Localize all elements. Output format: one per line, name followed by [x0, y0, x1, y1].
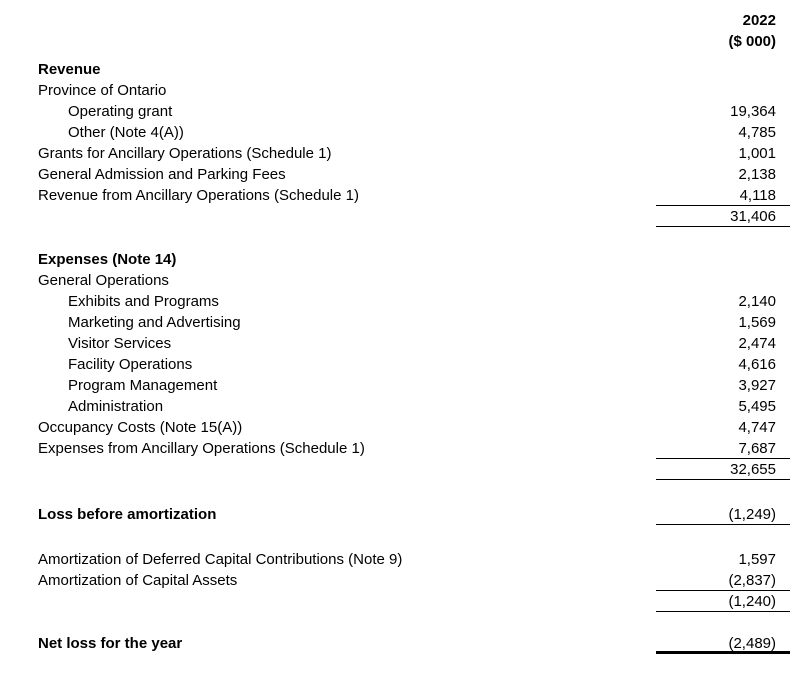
- row-value: 2022: [742, 12, 776, 29]
- row-value: ($ 000): [728, 33, 776, 50]
- row-value: 2,138: [738, 166, 776, 183]
- section-spacer: [38, 52, 790, 59]
- row-label: Visitor Services: [68, 335, 172, 352]
- row-administration: [38, 396, 790, 417]
- row-value: [656, 249, 790, 270]
- row-value: 4,118: [656, 185, 790, 206]
- row-marketing-and-advertising: [38, 312, 790, 333]
- row-revenue-heading: [38, 59, 790, 80]
- row-total-revenue: [38, 206, 790, 227]
- row-value: 2,140: [738, 293, 776, 310]
- row-general-operations: [38, 270, 790, 291]
- row-loss-before-amortization: [38, 504, 790, 525]
- row-expenses-ancillary-operations: [38, 438, 790, 459]
- row-value: (1,240): [656, 591, 790, 612]
- row-label: Occupancy Costs (Note 15(A)): [38, 419, 243, 436]
- row-label: Expenses from Ancillary Operations (Schedule 1): [38, 440, 365, 457]
- row-grants-ancillary-operations: [38, 143, 790, 164]
- row-value: 1,569: [738, 314, 776, 331]
- row-value: 4,747: [738, 419, 776, 436]
- row-value: 19,364: [730, 103, 776, 120]
- row-value: 3,927: [738, 377, 776, 394]
- row-value: [656, 80, 790, 101]
- row-value: 31,406: [656, 206, 790, 227]
- row-label: Revenue from Ancillary Operations (Schedule 1): [38, 187, 359, 204]
- row-operating-grant: [38, 101, 790, 122]
- row-value: [656, 270, 790, 291]
- row-label: Other (Note 4(A)): [68, 124, 184, 141]
- row-program-management: [38, 375, 790, 396]
- row-total-expenses: [38, 459, 790, 480]
- row-label: Province of Ontario: [38, 82, 167, 99]
- row-label: Amortization of Capital Assets: [38, 572, 238, 589]
- row-province-of-ontario: [38, 80, 790, 101]
- row-value: 4,616: [738, 356, 776, 373]
- row-label: Operating grant: [68, 103, 173, 120]
- row-label: Amortization of Deferred Capital Contributions (Note 9): [38, 551, 403, 568]
- row-label: Net loss for the year: [38, 635, 183, 652]
- row-general-admission-parking: [38, 164, 790, 185]
- row-value: 32,655: [656, 459, 790, 480]
- row-label: General Operations: [38, 272, 169, 289]
- row-other-note-4a: [38, 122, 790, 143]
- section-spacer: [38, 227, 790, 249]
- row-exhibits-and-programs: [38, 291, 790, 312]
- row-value: 2,474: [738, 335, 776, 352]
- row-occupancy-costs: [38, 417, 790, 438]
- row-label: [38, 459, 656, 480]
- row-label: General Admission and Parking Fees: [38, 166, 286, 183]
- section-spacer: [38, 612, 790, 633]
- row-value: (1,249): [656, 504, 790, 525]
- row-value: [656, 59, 790, 80]
- row-amortization-deferred-capital-contributions: [38, 549, 790, 570]
- row-revenue-ancillary-operations: [38, 185, 790, 206]
- statement-rows: [38, 10, 790, 654]
- row-label: [38, 10, 656, 31]
- row-label: [38, 31, 656, 52]
- row-value: 4,785: [738, 124, 776, 141]
- row-label: Grants for Ancillary Operations (Schedule 1): [38, 145, 332, 162]
- row-value: 1,597: [738, 551, 776, 568]
- row-label: [38, 206, 656, 227]
- row-label: Program Management: [68, 377, 218, 394]
- row-expenses-heading: [38, 249, 790, 270]
- section-spacer: [38, 525, 790, 549]
- section-spacer: [38, 480, 790, 504]
- row-label: Revenue: [38, 61, 101, 78]
- row-label: [38, 591, 656, 612]
- row-value: (2,837): [656, 570, 790, 591]
- row-net-loss: [38, 633, 790, 654]
- row-amortization-capital-assets: [38, 570, 790, 591]
- row-label: Facility Operations: [68, 356, 193, 373]
- row-value: 7,687: [656, 438, 790, 459]
- column-header-unit: [38, 31, 790, 52]
- row-label: Administration: [68, 398, 164, 415]
- row-visitor-services: [38, 333, 790, 354]
- row-value: (2,489): [656, 633, 790, 654]
- row-label: Marketing and Advertising: [68, 314, 241, 331]
- row-value: 5,495: [738, 398, 776, 415]
- row-net-amortization: [38, 591, 790, 612]
- row-label: Loss before amortization: [38, 506, 217, 523]
- row-label: Expenses (Note 14): [38, 251, 177, 268]
- column-header-year: [38, 10, 790, 31]
- row-value: 1,001: [738, 145, 776, 162]
- row-label: Exhibits and Programs: [68, 293, 219, 310]
- row-facility-operations: [38, 354, 790, 375]
